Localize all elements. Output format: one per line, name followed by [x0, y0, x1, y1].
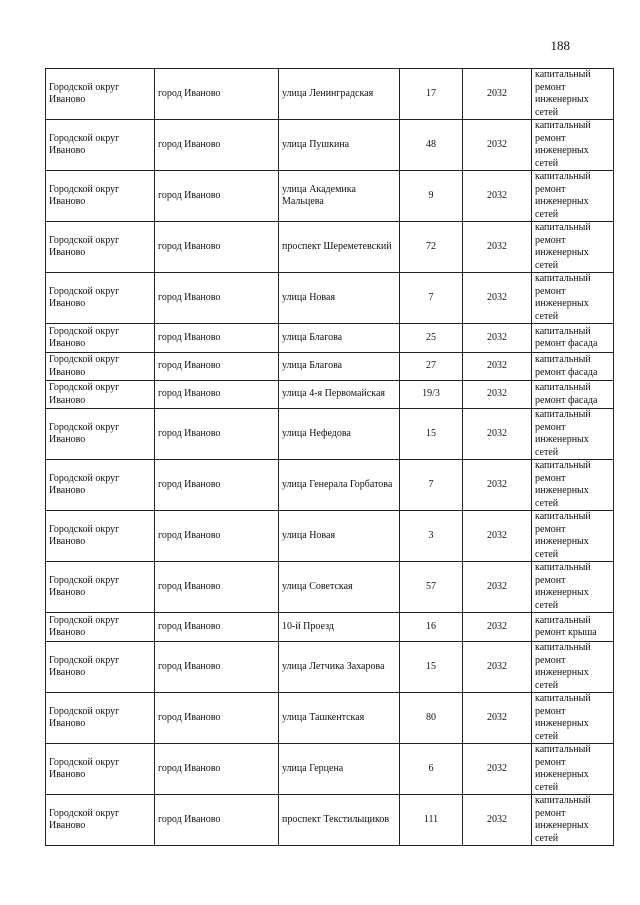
- street-cell: улица 4-я Первомайская: [279, 381, 400, 409]
- street-cell: улица Благова: [279, 324, 400, 353]
- house-number-cell: 9: [400, 171, 463, 222]
- table-row: [46, 613, 614, 642]
- year-cell: 2032: [463, 381, 532, 409]
- city-cell: город Иваново: [155, 744, 279, 795]
- district-cell: Городской округ Иваново: [46, 613, 155, 642]
- district-cell: Городской округ Иваново: [46, 69, 155, 120]
- city-cell: город Иваново: [155, 562, 279, 613]
- table-row: [46, 409, 614, 460]
- district-cell: Городской округ Иваново: [46, 693, 155, 744]
- table-row: [46, 795, 614, 846]
- street-cell: улица Ташкентская: [279, 693, 400, 744]
- city-cell: город Иваново: [155, 324, 279, 353]
- district-cell: Городской округ Иваново: [46, 562, 155, 613]
- city-cell: город Иваново: [155, 693, 279, 744]
- work-type-cell: капитальный ремонт фасада: [532, 353, 614, 381]
- street-cell: улица Академика Мальцева: [279, 171, 400, 222]
- work-type-cell: капитальный ремонт инженерных сетей: [532, 795, 614, 846]
- city-cell: город Иваново: [155, 409, 279, 460]
- table-row: [46, 693, 614, 744]
- district-cell: Городской округ Иваново: [46, 511, 155, 562]
- house-number-cell: 27: [400, 353, 463, 381]
- city-cell: город Иваново: [155, 642, 279, 693]
- work-type-cell: капитальный ремонт инженерных сетей: [532, 69, 614, 120]
- year-cell: 2032: [463, 613, 532, 642]
- street-cell: улица Генерала Горбатова: [279, 460, 400, 511]
- house-number-cell: 15: [400, 409, 463, 460]
- house-number-cell: 80: [400, 693, 463, 744]
- table-row: [46, 120, 614, 171]
- year-cell: 2032: [463, 273, 532, 324]
- district-cell: Городской округ Иваново: [46, 273, 155, 324]
- city-cell: город Иваново: [155, 511, 279, 562]
- city-cell: город Иваново: [155, 353, 279, 381]
- house-number-cell: 17: [400, 69, 463, 120]
- table-row: [46, 273, 614, 324]
- district-cell: Городской округ Иваново: [46, 324, 155, 353]
- city-cell: город Иваново: [155, 613, 279, 642]
- district-cell: Городской округ Иваново: [46, 642, 155, 693]
- work-type-cell: капитальный ремонт инженерных сетей: [532, 222, 614, 273]
- street-cell: улица Новая: [279, 511, 400, 562]
- city-cell: город Иваново: [155, 381, 279, 409]
- work-type-cell: капитальный ремонт инженерных сетей: [532, 409, 614, 460]
- table-row: [46, 353, 614, 381]
- work-type-cell: капитальный ремонт инженерных сетей: [532, 511, 614, 562]
- year-cell: 2032: [463, 460, 532, 511]
- street-cell: улица Благова: [279, 353, 400, 381]
- table-row: [46, 562, 614, 613]
- street-cell: улица Советская: [279, 562, 400, 613]
- work-type-cell: капитальный ремонт инженерных сетей: [532, 460, 614, 511]
- house-number-cell: 3: [400, 511, 463, 562]
- work-type-cell: капитальный ремонт крыша: [532, 613, 614, 642]
- year-cell: 2032: [463, 562, 532, 613]
- district-cell: Городской округ Иваново: [46, 171, 155, 222]
- district-cell: Городской округ Иваново: [46, 353, 155, 381]
- work-type-cell: капитальный ремонт инженерных сетей: [532, 642, 614, 693]
- work-type-cell: капитальный ремонт инженерных сетей: [532, 120, 614, 171]
- table-row: [46, 744, 614, 795]
- year-cell: 2032: [463, 120, 532, 171]
- year-cell: 2032: [463, 511, 532, 562]
- table-row: [46, 324, 614, 353]
- year-cell: 2032: [463, 353, 532, 381]
- table-row: [46, 171, 614, 222]
- house-number-cell: 15: [400, 642, 463, 693]
- street-cell: улица Ленинградская: [279, 69, 400, 120]
- street-cell: улица Нефедова: [279, 409, 400, 460]
- city-cell: город Иваново: [155, 460, 279, 511]
- house-number-cell: 19/3: [400, 381, 463, 409]
- year-cell: 2032: [463, 69, 532, 120]
- city-cell: город Иваново: [155, 69, 279, 120]
- year-cell: 2032: [463, 409, 532, 460]
- house-number-cell: 6: [400, 744, 463, 795]
- table-body: [46, 69, 614, 846]
- year-cell: 2032: [463, 642, 532, 693]
- city-cell: город Иваново: [155, 273, 279, 324]
- year-cell: 2032: [463, 693, 532, 744]
- year-cell: 2032: [463, 795, 532, 846]
- year-cell: 2032: [463, 324, 532, 353]
- district-cell: Городской округ Иваново: [46, 409, 155, 460]
- work-type-cell: капитальный ремонт инженерных сетей: [532, 562, 614, 613]
- city-cell: город Иваново: [155, 222, 279, 273]
- table-row: [46, 222, 614, 273]
- year-cell: 2032: [463, 222, 532, 273]
- table-row: [46, 381, 614, 409]
- district-cell: Городской округ Иваново: [46, 120, 155, 171]
- house-number-cell: 7: [400, 273, 463, 324]
- work-type-cell: капитальный ремонт фасада: [532, 381, 614, 409]
- city-cell: город Иваново: [155, 171, 279, 222]
- table-row: [46, 511, 614, 562]
- table-row: [46, 460, 614, 511]
- house-number-cell: 72: [400, 222, 463, 273]
- street-cell: улица Летчика Захарова: [279, 642, 400, 693]
- city-cell: город Иваново: [155, 120, 279, 171]
- street-cell: проспект Шереметевский: [279, 222, 400, 273]
- district-cell: Городской округ Иваново: [46, 222, 155, 273]
- work-type-cell: капитальный ремонт фасада: [532, 324, 614, 353]
- house-number-cell: 111: [400, 795, 463, 846]
- work-type-cell: капитальный ремонт инженерных сетей: [532, 171, 614, 222]
- district-cell: Городской округ Иваново: [46, 381, 155, 409]
- city-cell: город Иваново: [155, 795, 279, 846]
- district-cell: Городской округ Иваново: [46, 795, 155, 846]
- table-row: [46, 642, 614, 693]
- street-cell: улица Пушкина: [279, 120, 400, 171]
- street-cell: улица Герцена: [279, 744, 400, 795]
- housing-register-table: [45, 68, 614, 846]
- work-type-cell: капитальный ремонт инженерных сетей: [532, 744, 614, 795]
- year-cell: 2032: [463, 744, 532, 795]
- house-number-cell: 57: [400, 562, 463, 613]
- district-cell: Городской округ Иваново: [46, 460, 155, 511]
- house-number-cell: 16: [400, 613, 463, 642]
- work-type-cell: капитальный ремонт инженерных сетей: [532, 273, 614, 324]
- street-cell: проспект Текстильщиков: [279, 795, 400, 846]
- work-type-cell: капитальный ремонт инженерных сетей: [532, 693, 614, 744]
- year-cell: 2032: [463, 171, 532, 222]
- street-cell: улица Новая: [279, 273, 400, 324]
- table-row: [46, 69, 614, 120]
- house-number-cell: 7: [400, 460, 463, 511]
- page-number: 188: [550, 38, 570, 53]
- house-number-cell: 48: [400, 120, 463, 171]
- house-number-cell: 25: [400, 324, 463, 353]
- street-cell: 10-й Проезд: [279, 613, 400, 642]
- district-cell: Городской округ Иваново: [46, 744, 155, 795]
